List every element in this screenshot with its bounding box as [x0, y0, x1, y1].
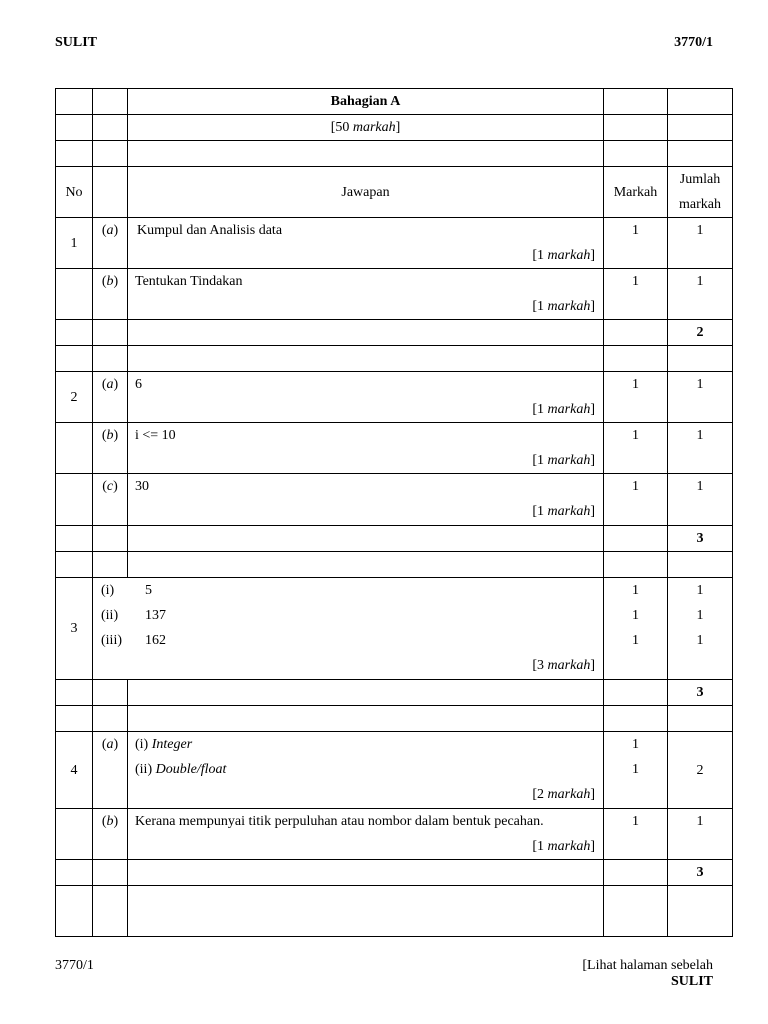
q3-marks: 1 1 1: [604, 578, 668, 680]
spacer-row: [56, 346, 733, 372]
q3-item: (ii) 137: [101, 608, 166, 623]
q2-number: 2: [56, 372, 93, 423]
q4b-label: (b): [93, 809, 128, 860]
q3-answer: (i) 5 (ii) 137 (iii) 162 [3 markah]: [93, 578, 604, 680]
title-row: [56, 89, 733, 115]
q1a-row: [56, 218, 733, 269]
q2a-answer: 6 [1 markah]: [128, 372, 604, 423]
q2a-mark: 1: [604, 372, 668, 423]
q2c-mark: 1: [604, 474, 668, 526]
spacer-row: [56, 141, 733, 167]
q3-totals: 1 1 1: [668, 578, 733, 680]
q4a-total: 2: [668, 732, 733, 809]
q2-sum: 3: [668, 526, 733, 552]
q3-row: [56, 578, 733, 680]
q4a-label: (a): [93, 732, 128, 809]
q3-item: (iii) 162: [101, 633, 166, 648]
q4b-row: [56, 809, 733, 860]
column-header-row: [56, 167, 733, 218]
q2c-answer: 30 [1 markah]: [128, 474, 604, 526]
q1-sum: 2: [668, 320, 733, 346]
q4a-marks: 1 1: [604, 732, 668, 809]
q4a-row: [56, 732, 733, 809]
marking-scheme-table: [55, 88, 733, 937]
q2-sum-row: [56, 526, 733, 552]
q1b-total: 1: [668, 269, 733, 320]
q1b-answer: Tentukan Tindakan [1 markah]: [128, 269, 604, 320]
q2b-label: (b): [93, 423, 128, 474]
q4a-answer: (i) Integer (ii) Double/float [2 markah]: [128, 732, 604, 809]
q1b-row: [56, 269, 733, 320]
q2c-label: (c): [93, 474, 128, 526]
q1a-mark: 1: [604, 218, 668, 269]
q1a-label: (a): [93, 218, 128, 269]
header-code: 3770/1: [674, 35, 713, 50]
q2b-mark: 1: [604, 423, 668, 474]
col-marks: Markah: [604, 167, 668, 218]
q4b-answer: Kerana mempunyai titik perpuluhan atau nombor dalam bentuk pecahan. [1 markah]: [128, 809, 604, 860]
q2a-label: (a): [93, 372, 128, 423]
q2c-row: [56, 474, 733, 526]
q3-sum-row: [56, 680, 733, 706]
section-title: Bahagian A: [128, 89, 604, 115]
q2b-total: 1: [668, 423, 733, 474]
footer-next-page: [Lihat halaman sebelah: [582, 958, 713, 973]
blank-final-row: [56, 886, 733, 937]
q1b-label: (b): [93, 269, 128, 320]
q4-number: 4: [56, 732, 93, 809]
q4-sum-row: [56, 860, 733, 886]
q2b-answer: i <= 10 [1 markah]: [128, 423, 604, 474]
q3-number: 3: [56, 578, 93, 680]
col-answer: Jawapan: [128, 167, 604, 218]
col-total: Jumlah markah: [668, 167, 733, 218]
marks-row: [56, 115, 733, 141]
q2a-row: [56, 372, 733, 423]
spacer-row: [56, 706, 733, 732]
q3-sum: 3: [668, 680, 733, 706]
q2c-total: 1: [668, 474, 733, 526]
q1b-mark: 1: [604, 269, 668, 320]
section-marks: [50 markah]: [128, 115, 604, 141]
q2a-total: 1: [668, 372, 733, 423]
q1-sum-row: [56, 320, 733, 346]
q4b-mark: 1: [604, 809, 668, 860]
footer-sulit: SULIT: [670, 974, 713, 989]
footer-code: 3770/1: [55, 958, 94, 973]
q4-sum: 3: [668, 860, 733, 886]
q1a-answer: Kumpul dan Analisis data [1 markah]: [128, 218, 604, 269]
q1-number: 1: [56, 218, 93, 269]
q3-item: (i) 5: [101, 583, 152, 598]
q1a-total: 1: [668, 218, 733, 269]
q4b-total: 1: [668, 809, 733, 860]
header-sulit: SULIT: [55, 35, 98, 50]
col-no: No: [56, 167, 93, 218]
spacer-row: [56, 552, 733, 578]
q2b-row: [56, 423, 733, 474]
